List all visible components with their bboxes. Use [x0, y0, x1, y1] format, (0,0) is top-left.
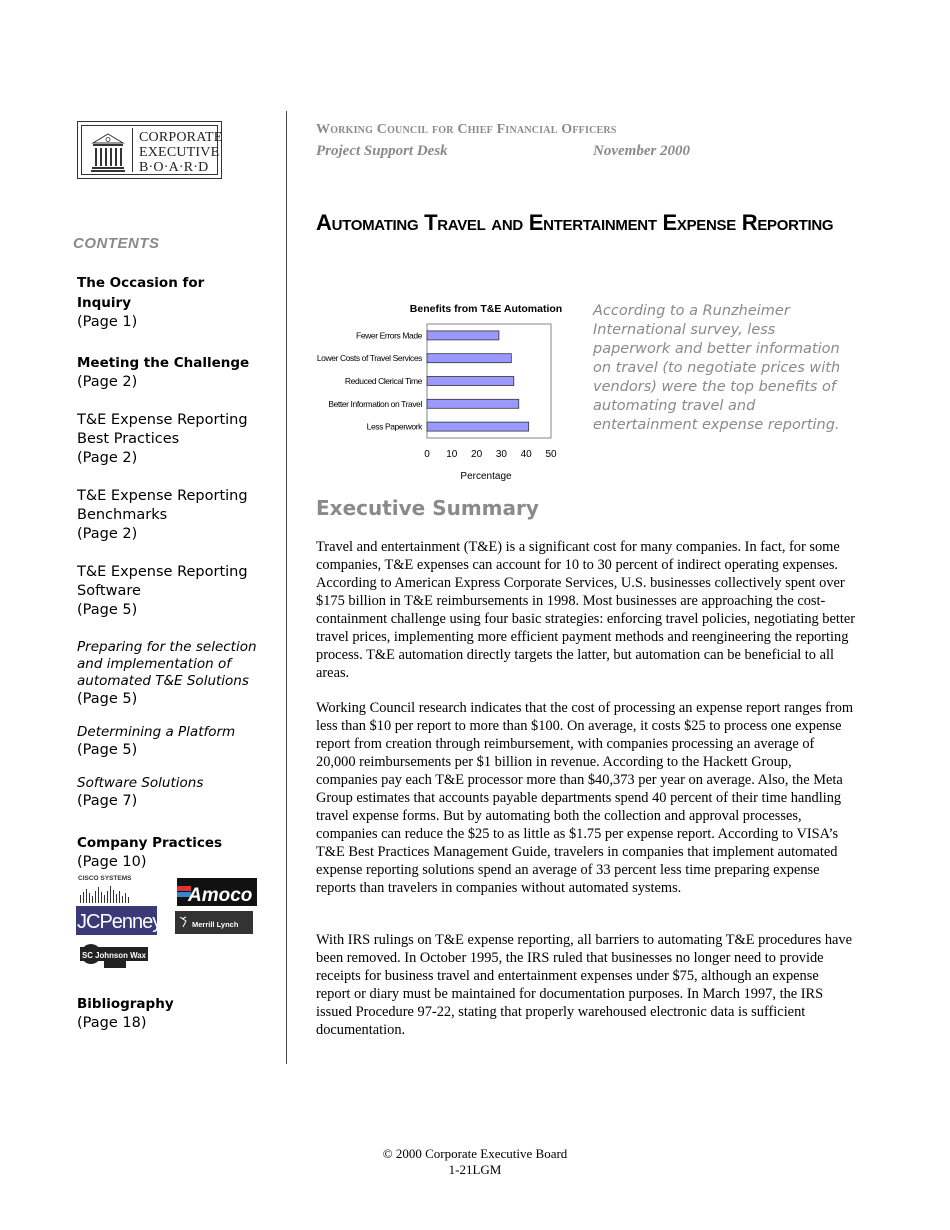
- toc-item-software[interactable]: [77, 563, 262, 620]
- benefits-chart: [300, 298, 580, 488]
- toc-item-page: (Page 5): [77, 742, 138, 758]
- cisco-systems-logo: [78, 875, 132, 903]
- executive-summary-heading: Executive Summary: [316, 496, 539, 520]
- building-icon: [91, 132, 125, 174]
- merrill-lynch-logo: [175, 911, 253, 934]
- publication-date: November 2000: [593, 143, 691, 159]
- page-footer: [0, 1146, 950, 1178]
- chart-tick-label: 0: [424, 449, 430, 460]
- company-logos: [76, 873, 266, 973]
- toc-item-page: (Page 2): [77, 526, 138, 542]
- contents-heading: CONTENTS: [73, 235, 160, 252]
- toc-item-software-solutions[interactable]: [77, 775, 277, 811]
- toc-item-page: (Page 10): [77, 854, 147, 870]
- toc-item-bibliography[interactable]: [77, 994, 277, 1033]
- chart-bar: [427, 377, 514, 386]
- toc-item-page: (Page 2): [77, 450, 138, 466]
- column-divider: [286, 111, 287, 1064]
- chart-tick-label: 40: [520, 449, 532, 460]
- toc-item-label: Bibliography: [77, 996, 174, 1012]
- chart-bar: [427, 354, 511, 363]
- svg-text:Amoco: Amoco: [188, 885, 253, 906]
- chart-bar: [427, 331, 499, 340]
- chart-category-label: Reduced Clerical Time: [344, 376, 422, 386]
- svg-text:Merrill Lynch: Merrill Lynch: [192, 920, 239, 929]
- summary-paragraph-2: Working Council research indicates that the cost of processing an expense report ranges from less than $10 per report to more than $100. On average, it costs $25 to process one expense report from creation through reimbursement, with companies processing an average of 20,000 reimbursements per $1 billion in revenue. According to the Hackett Group, companies pay each T&E processor more than $40,373 per year on average. Also, the Meta Group estimates that accounts payable departments spend 40 percent of their time handling travel expense forms. But by automating both the collection and approval processes, companies can reduce the $25 to as little as $1.75 per expense report. According to VISA’s T&E Best Practices Management Guide, travelers in companies that implement automated expense reporting solutions spend an average of 33 percent less time preparing expense reports than travelers in companies without automated systems.: [316, 700, 854, 896]
- chart-category-label: Fewer Errors Made: [356, 330, 422, 341]
- toc-item-label: T&E Expense Reporting Best Practices: [77, 412, 248, 447]
- toc-item-label: Software Solutions: [77, 775, 204, 791]
- jcpenney-logo: [76, 906, 162, 935]
- sc-johnson-wax-logo: [80, 944, 148, 968]
- toc-item-occasion-for-inquiry[interactable]: [77, 273, 277, 332]
- toc-item-label: Meeting the Challenge: [77, 355, 250, 371]
- toc-item-label: T&E Expense Reporting Software: [77, 564, 248, 599]
- chart-bar: [427, 422, 529, 431]
- toc-item-benchmarks[interactable]: [77, 487, 262, 544]
- toc-item-page: (Page 7): [77, 793, 138, 809]
- svg-text:SC Johnson Wax: SC Johnson Wax: [82, 951, 147, 960]
- logo-text-corporate: CORPORATE: [139, 130, 223, 145]
- toc-item-label: T&E Expense Reporting Benchmarks: [77, 488, 248, 523]
- chart-tick-label: 50: [545, 449, 557, 460]
- chart-tick-label: 30: [495, 449, 507, 460]
- chart-tick-label: 10: [446, 449, 458, 460]
- svg-text:JCPenney: JCPenney: [77, 911, 162, 933]
- summary-paragraph-1: Travel and entertainment (T&E) is a significant cost for many companies. In fact, for some companies, T&E expenses can account for 10 to 30 percent of indirect operating expenses. According to American Express Corporate Services, U.S. businesses collectively spent over $175 billion in T&E reimbursements in 1998. Most businesses are approaching the cost-containment challenge using four basic strategies: enforcing travel policies, negotiating better travel prices, implementing more efficient payment methods and reengineering the reporting process. T&E automation directly targets the latter, but automation can be beneficial to all areas.: [316, 539, 856, 681]
- toc-item-page: (Page 1): [77, 314, 138, 330]
- chart-category-label: Lower Costs of Travel Services: [316, 353, 422, 364]
- logo-text-executive: EXECUTIVE: [139, 145, 220, 160]
- logo-text-board: B·O·A·R·D: [139, 160, 209, 175]
- logo-divider: [132, 128, 133, 172]
- toc-item-label: Determining a Platform: [77, 724, 236, 740]
- chart-category-label: Less Paperwork: [366, 421, 422, 432]
- toc-item-page: (Page 18): [77, 1015, 147, 1031]
- toc-item-determining-platform[interactable]: [77, 724, 277, 760]
- summary-paragraph-3: With IRS rulings on T&E expense reporting, all barriers to automating T&E procedures have been removed. In October 1995, the IRS ruled that businesses no longer need to provide receipts for business travel and entertainment expenses under $75, although an expense report or diary must be maintained for documentation purposes. In March 1997, the IRS issued Procedure 97-22, stating that properly warehoused electronic data is sufficient documentation.: [316, 932, 853, 1038]
- council-name: Working Council for Chief Financial Officers: [316, 122, 617, 137]
- toc-item-label: Company Practices: [77, 835, 223, 851]
- corporate-executive-board-logo: [77, 121, 222, 179]
- project-support-desk: Project Support Desk: [316, 143, 448, 159]
- chart-tick-label: 20: [471, 449, 483, 460]
- chart-x-axis-label: Percentage: [460, 471, 512, 482]
- chart-category-label: Better Information on Travel: [328, 398, 422, 409]
- logo-frame: [81, 125, 223, 175]
- toc-item-label: Preparing for the selection and implementation of automated T&E Solutions: [77, 639, 257, 689]
- amoco-logo: [177, 878, 257, 906]
- page-title: Automating Travel and Entertainment Expense Reporting: [316, 210, 834, 235]
- toc-item-company-practices[interactable]: [77, 833, 277, 872]
- copyright-notice: © 2000 Corporate Executive Board: [382, 1146, 568, 1161]
- document-code: 1-21LGM: [448, 1162, 502, 1177]
- svg-text:CISCO SYSTEMS: CISCO SYSTEMS: [78, 875, 132, 882]
- chart-bar: [427, 399, 519, 408]
- toc-item-preparing-selection[interactable]: [77, 639, 272, 709]
- toc-item-best-practices[interactable]: [77, 411, 262, 468]
- toc-item-page: (Page 5): [77, 691, 138, 707]
- toc-item-meeting-the-challenge[interactable]: [77, 353, 277, 392]
- toc-item-label: The Occasion for Inquiry: [77, 275, 205, 311]
- toc-item-page: (Page 5): [77, 602, 138, 618]
- chart-title: Benefits from T&E Automation: [409, 303, 563, 315]
- chart-callout: According to a Runzheimer International survey, less paperwork and better information on travel (to negotiate prices with vendors) were the top benefits of automating travel and entertainment expense reporting.: [593, 303, 841, 433]
- toc-item-page: (Page 2): [77, 374, 138, 390]
